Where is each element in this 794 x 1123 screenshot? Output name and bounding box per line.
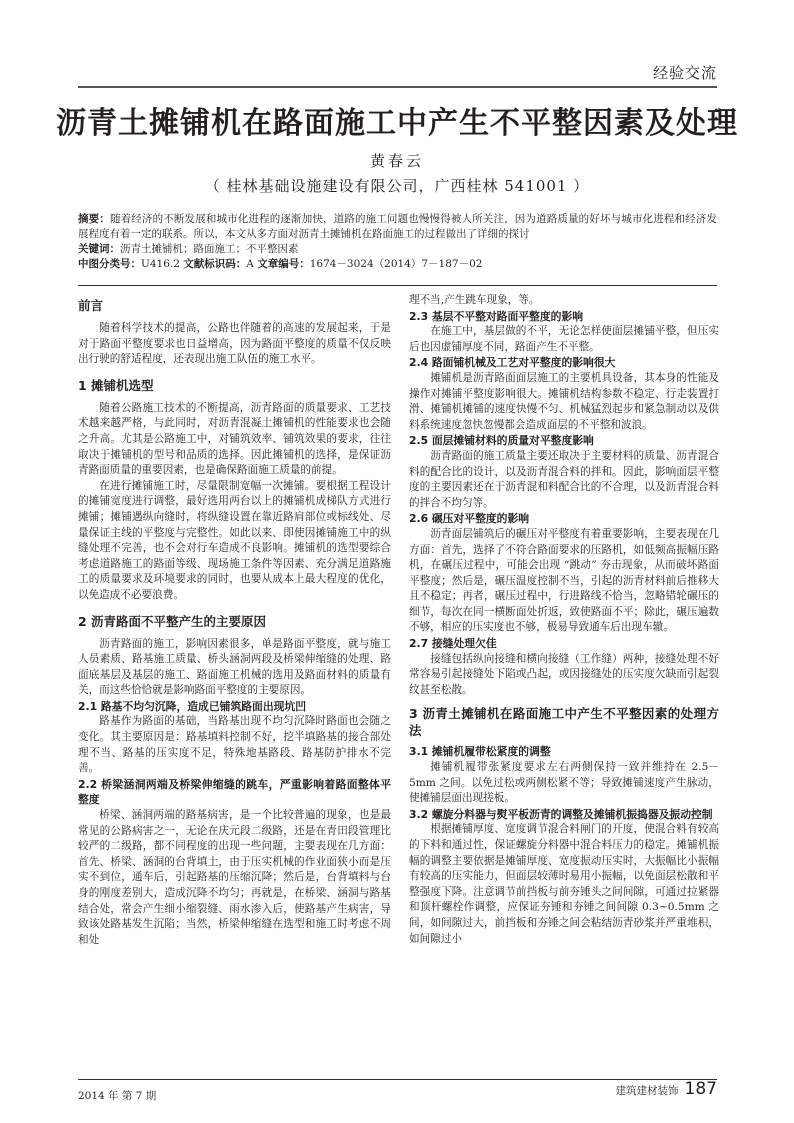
paragraph: 在进行摊铺施工时，尽量限制宽幅一次摊铺。要根据工程设计的摊铺宽度进行调整，最好选用两台以上的摊铺机成梯队方式进行摊铺；摊铺遇纵向缝时，将纵缝设置在靠近路肩部位或标线处、尽量保证主线的平整度与完整性。如此以来、即使因摊铺施工中的纵缝处理不完善，也不会对行车造成不良影响。摊铺机的选型要综合考虑道路施工的路面等级、现场施工条件等因素、充分满足道路施工的质量要求及环境要求的同时，也要从成本上最大程度的优化，以免造成不必要浪费。 [78,479,391,601]
abstract-text: 随着经济的不断发展和城市化进程的逐渐加快，道路的施工问题也慢慢得被人所关注，因为道路质量的好坏与城市化进程和经济发展程度有着一定的联系。所以，本文从多方面对沥青土摊铺机在路面施工的过程做出了详细的探讨 [78,213,718,240]
column-label: 经验交流 [652,64,717,82]
clc-value: U416.2 [141,258,180,270]
doc-code-label: 文献标识码： [183,258,247,270]
keywords [78,242,717,257]
abstract-label: 摘要： [78,213,110,225]
article-no-value: 1674－3024（2014）7－187－02 [309,258,483,270]
subsection-heading: 3.1 摊铺机履带松紧度的调整 [409,745,551,759]
subsection-heading: 3.2 螺旋分料器与熨平板沥青的调整及摊铺机振捣器及振动控制 [409,807,713,821]
doc-code-value: A [246,258,254,270]
paragraph: 摊铺机是沥青路面面层施工的主要机具设备，其本身的性能及操作对摊铺平整度影响很大。摊铺机结构参数不稳定、行走装置打滑、摊铺机摊铺的速度快慢不匀、机械猛烈起步和紧急制动以及供料系统速度忽快忽慢都会造成面层的不平整和波浪。 [409,371,719,431]
subsection-heading: 2.6 碾压对平整度的影响 [409,512,530,526]
abstract-rule [78,285,717,286]
keywords-text: 沥青土摊铺机；路面施工；不平整因素 [120,243,299,255]
abstract [78,212,717,242]
left-column [78,297,391,948]
paragraph: 根据摊铺厚度、宽度调节混合料闸门的开度，使混合料有较高的下料和通过性，保证螺旋分料器中混合料压力的稳定。摊铺机振幅的调整主要依据是摊铺厚度、宽度振动压实时，大振幅比小振幅有较高的压实能力，但面层较薄时易用小振幅，以免面层松散和平整强度下降。注意调节前挡板与前夯锤头之间间隙，可通过拉紧器和顶杆螺栓作调整，应保证夯锤和夯锤之间间隙 0.3~0.5mm 之间，如间隙过大，前挡板和夯锤之间会粘结沥青砂浆并严重堆积，如间隙过小 [409,823,719,945]
paragraph: 随着公路施工技术的不断提高，沥青路面的质量要求、工艺技术越来越严格，与此同时，对沥青混凝土摊铺机的性能要求也会随之升高。尤其是公路施工中，对铺筑效率、铺筑效果的要求，往往取决于摊铺机的型号和品质的选择。因此摊铺机的选择，是保证沥青路面质量的重要因素，也是确保路面施工质量的前提。 [78,401,391,477]
abstract-block [78,212,717,272]
section-heading: 3 沥青土摊铺机在路面施工中产生不平整因素的处理方法 [409,706,719,739]
clc-label: 中图分类号： [78,258,141,270]
subsection-heading: 2.2 桥梁涵洞两端及桥梁伸缩缝的跳车，严重影响着路面整体平整度 [78,777,391,807]
paragraph: 随着科学技术的提高，公路也伴随着的高速的发展起来，于是对于路面平整度要求也日益增高，因为路面平整度的质量不仅反映出行驶的舒适程度，还表现出施工队伍的施工水平。 [78,322,391,366]
right-column [409,293,719,947]
paragraph: 理不当,产生跳车现象，等。 [409,294,540,306]
paragraph: 摊铺机履带张紧度要求左右两侧保持一致并维持在 2.5－5mm 之间。以免过松或两侧松紧不等；导致摊铺速度产生脉动，使摊铺层面出现搓板。 [409,761,719,805]
page-footer [616,1079,717,1099]
article-title: 沥青土摊铺机在路面施工中产生不平整因素及处理 [56,106,738,141]
subsection-heading: 2.1 路基不均匀沉降，造成已铺筑路面出现坑凹 [78,699,307,713]
paragraph: 沥青路面的施工，影响因素很多，单是路面平整度，就与施工人员素质、路基施工质量、桥头涵洞两段及桥梁伸缩缝的处理、路面底基层及基层的施工、路面施工机械的选用及路面材料的质量有关，而这些恰恰就是影响路面平整度的主要原因。 [78,637,391,697]
subsection-heading: 2.3 基层不平整对路面平整度的影响 [409,309,584,323]
journal-name: 建筑建材装饰 [615,1085,679,1097]
affiliation: （ 桂林基础设施建设有限公司，广西桂林 541001 ） [204,177,590,195]
article-no-label: 文章编号： [257,258,310,270]
page-number: 187 [684,1079,717,1099]
subsection-heading: 2.7 接缝处理欠佳 [409,637,497,651]
paragraph: 沥青路面的施工质量主要还取决于主要材料的质量、沥青混合料的配合比的设计，以及沥青混合料的拌和。因此，影响面层平整度的主要因素还在于沥青混和料配合比的不合理，以及沥青混合料的拌合不均匀等。 [409,449,719,509]
subsection-heading: 2.4 路面铺机械及工艺对平整度的影响很大 [409,356,616,370]
section-heading: 1 摊铺机选型 [78,377,154,393]
paragraph: 路基作为路面的基础，当路基出现不均匀沉降时路面也会随之变化。其主要原因是：路基填料控制不好，挖半填路基的接合部处理不当、路基的压实度不足，特殊地基路段、路基防护排水不完善。 [78,715,391,775]
section-heading: 前言 [78,298,104,313]
section-heading: 2 沥青路面不平整产生的主要原因 [78,613,267,629]
author: 黄春云 [369,152,424,170]
header-rule [78,86,717,88]
paragraph: 沥青面层铺筑后的碾压对平整度有着重要影响，主要表现在几方面：首先，选择了不符合路面要求的压路机，如低频高振幅压路机，在碾压过程中，可能会出现 “跳动” 夯击现象，从而破坏路面平整度；然后是，碾压温度控制不当，引起的沥青材料前后推移大且不稳定；再者，碾压过程中，行进路线不恰当，忽略错轮碾压的细节，每次在同一横断面处折返，致使路面不平；除此，碾压遍数不够，相应的压实度也不够，极易导致通车后出现车辙。 [409,527,719,634]
paragraph: 接缝包括纵向接缝和横向接缝（工作缝）两种，接缝处理不好常容易引起接缝处下陷或凸起，或因接缝处的压实度欠缺而引起裂纹甚至松散。 [409,652,719,696]
subsection-heading: 2.5 面层摊铺材料的质量对平整度影响 [409,434,594,448]
issue-info: 2014 年 第 7 期 [78,1090,157,1102]
paragraph: 在施工中，基层做的不平，无论怎样使面层摊铺平整，但压实后也因虚铺厚度不同，路面产生不平整。 [409,325,719,353]
keywords-label: 关键词： [78,243,120,255]
paragraph: 桥梁、涵洞两端的路基病害，是一个比较普遍的现象，也是最常见的公路病害之一，无论在庆元段二级路，还是在青田段管理比较严的二级路，都不同程度的出现一些问题，主要表现在几方面：首先、桥梁、涵洞的台背填土，由于压实机械的作业面狭小而是压实不到位，通车后，引起路基的压缩沉降；然后是，台背填料与台身的刚度差别大，造成沉降不均匀；再就是，在桥梁、涵洞与路基结合处，常会产生细小缩裂缝、雨水渗入后，使路基产生病害，导致该处路基发生沉陷；当然，桥梁伸缩缝在选型和施工时考虑不周和处 [78,809,391,946]
classification-line [78,257,717,272]
